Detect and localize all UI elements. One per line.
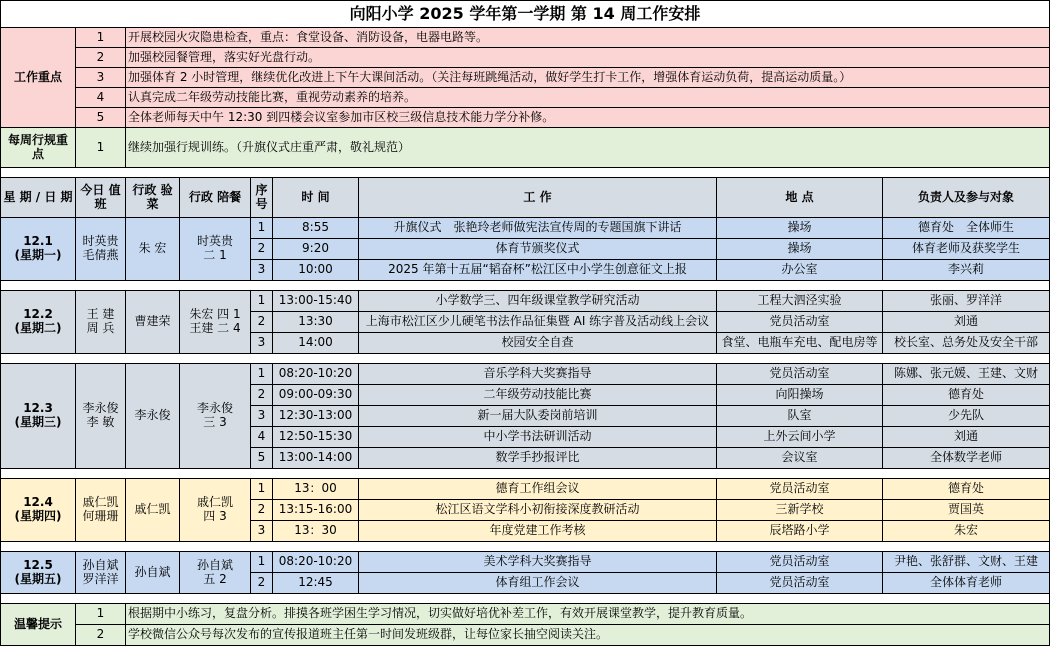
row-place: 党员活动室 (717, 479, 883, 500)
row-no: 3 (251, 406, 273, 427)
row-place: 向阳操场 (717, 385, 883, 406)
date-text: 12.3 (23, 401, 53, 416)
meal-line: 戚仁凯 (196, 495, 233, 510)
day-date (1, 364, 76, 469)
inspect-cell: 李永俊 (126, 364, 180, 469)
duty-name: 毛倩燕 (82, 248, 119, 262)
meal-cell (180, 479, 251, 542)
meal-line: 时英贵 (196, 234, 233, 249)
row-time: 13:30 (273, 312, 359, 333)
tip-text: 根据期中小练习，复盘分析。排摸各班学困生学习情况，切实做好培优补差工作，有效开展课堂教学，提升教育质量。 (126, 604, 1050, 625)
duty-name: 周 兵 (86, 321, 115, 335)
duty-cell (76, 479, 126, 542)
meal-cell (180, 552, 251, 594)
table-row (1, 604, 1050, 625)
page-title: 向阳小学 2025 学年第一学期 第 14 周工作安排 (1, 1, 1050, 28)
row-person: 张丽、罗洋洋 (883, 291, 1050, 312)
table-row (1, 168, 1050, 178)
table-row (1, 28, 1050, 48)
row-time: 08:20-10:20 (273, 364, 359, 385)
row-work: 体育节颁奖仪式 (359, 239, 717, 260)
row-person: 尹艳、张舒群、文财、王建 (883, 552, 1050, 573)
table-row (1, 281, 1050, 291)
norm-no: 1 (76, 128, 126, 168)
spacer-row (1, 354, 1050, 364)
row-work: 年度党建工作考核 (359, 521, 717, 542)
row-time: 13：30 (273, 521, 359, 542)
row-no: 1 (251, 479, 273, 500)
duty-name: 李永俊 (82, 401, 119, 416)
spacer-row (1, 594, 1050, 604)
meal-cell (180, 364, 251, 469)
row-time: 13:00-15:40 (273, 291, 359, 312)
row-no: 2 (251, 312, 273, 333)
row-time: 08:20-10:20 (273, 552, 359, 573)
focus-no: 4 (76, 88, 126, 108)
meal-line: 五 2 (203, 571, 227, 586)
duty-name: 戚仁凯 (82, 495, 119, 510)
tip-no: 1 (76, 604, 126, 625)
row-person: 陈娜、张元媛、王建、文财 (883, 364, 1050, 385)
table-row (1, 68, 1050, 88)
table-row (1, 552, 1050, 573)
duty-name: 李 敏 (86, 415, 115, 429)
row-no: 1 (251, 218, 273, 239)
day-date (1, 552, 76, 594)
row-person: 德育处 全体师生 (883, 218, 1050, 239)
row-time: 09:00-09:30 (273, 385, 359, 406)
row-person: 贾国英 (883, 500, 1050, 521)
row-place: 党员活动室 (717, 312, 883, 333)
duty-cell (76, 364, 126, 469)
row-time: 14:00 (273, 333, 359, 354)
row-time: 13：00 (273, 479, 359, 500)
row-work: 上海市松江区少儿硬笔书法作品征集暨 AI 练字普及活动线上会议 (359, 312, 717, 333)
row-no: 3 (251, 333, 273, 354)
row-work: 中小学书法研训活动 (359, 427, 717, 448)
inspect-cell: 朱 宏 (126, 218, 180, 281)
tips-label: 温馨提示 (1, 604, 76, 646)
row-time: 9:20 (273, 239, 359, 260)
weekday-text: (星期一) (14, 248, 62, 262)
row-time: 12:50-15:30 (273, 427, 359, 448)
meal-line: 二 1 (203, 248, 227, 262)
focus-text: 加强校园餐管理，落实好光盘行动。 (126, 48, 1050, 68)
focus-no: 2 (76, 48, 126, 68)
table-row (1, 542, 1050, 552)
row-person: 李兴莉 (883, 260, 1050, 281)
spacer-row (1, 469, 1050, 479)
row-work: 校园安全自查 (359, 333, 717, 354)
table-row (1, 354, 1050, 364)
row-work: 美术学科大奖赛指导 (359, 552, 717, 573)
duty-name: 时英贵 (82, 234, 119, 249)
meal-line: 孙自斌 (196, 557, 233, 572)
table-row (1, 625, 1050, 646)
tip-no: 2 (76, 625, 126, 646)
duty-cell (76, 218, 126, 281)
focus-text: 全体老师每天中午 12:30 到四楼会议室参加市区校三级信息技术能力学分补修。 (126, 108, 1050, 128)
row-work: 二年级劳动技能比赛 (359, 385, 717, 406)
meal-line: 三 3 (203, 415, 227, 429)
meal-cell (180, 291, 251, 354)
header-day: 星 期 / 日 期 (1, 178, 76, 218)
table-row (1, 48, 1050, 68)
row-place: 党员活动室 (717, 573, 883, 594)
header-meal: 行政 陪餐 (180, 178, 251, 218)
row-no: 5 (251, 448, 273, 469)
duty-name: 王 建 (86, 307, 115, 322)
table-row (1, 88, 1050, 108)
row-place: 党员活动室 (717, 552, 883, 573)
table-row (1, 128, 1050, 168)
row-place: 工程大泗泾实验 (717, 291, 883, 312)
spacer-row (1, 542, 1050, 552)
row-place: 辰塔路小学 (717, 521, 883, 542)
row-no: 2 (251, 500, 273, 521)
norm-text: 继续加强行规训练。（升旗仪式庄重严肃，敬礼规范） (126, 128, 1050, 168)
focus-no: 3 (76, 68, 126, 88)
row-time: 12:45 (273, 573, 359, 594)
duty-cell (76, 291, 126, 354)
table-row (1, 108, 1050, 128)
table-row (1, 291, 1050, 312)
row-person: 刘通 (883, 312, 1050, 333)
header-inspect: 行政 验菜 (126, 178, 180, 218)
header-duty: 今日 值班 (76, 178, 126, 218)
row-person: 少先队 (883, 406, 1050, 427)
table-row (1, 178, 1050, 218)
row-no: 3 (251, 521, 273, 542)
row-place: 食堂、电瓶车充电、配电房等 (717, 333, 883, 354)
row-time: 13:15-16:00 (273, 500, 359, 521)
row-person: 刘通 (883, 427, 1050, 448)
row-person: 校长室、总务处及安全干部 (883, 333, 1050, 354)
row-no: 2 (251, 385, 273, 406)
row-person: 朱宏 (883, 521, 1050, 542)
row-place: 办公室 (717, 260, 883, 281)
duty-name: 孙自斌 (82, 557, 119, 572)
day-date (1, 218, 76, 281)
row-person: 德育处 (883, 479, 1050, 500)
row-place: 党员活动室 (717, 364, 883, 385)
weekday-text: (星期二) (14, 321, 62, 335)
spacer-row (1, 281, 1050, 291)
row-place: 队室 (717, 406, 883, 427)
row-work: 数学手抄报评比 (359, 448, 717, 469)
date-text: 12.2 (23, 307, 53, 322)
focus-text: 认真完成二年级劳动技能比赛，重视劳动素养的培养。 (126, 88, 1050, 108)
row-no: 2 (251, 239, 273, 260)
row-person: 全体体育老师 (883, 573, 1050, 594)
focus-no: 5 (76, 108, 126, 128)
table-row (1, 469, 1050, 479)
row-work: 升旗仪式 张艳玲老师做宪法宣传周的专题国旗下讲话 (359, 218, 717, 239)
row-work: 松江区语文学科小初衔接深度教研活动 (359, 500, 717, 521)
inspect-cell: 孙自斌 (126, 552, 180, 594)
day-date (1, 291, 76, 354)
row-time: 13:00-14:00 (273, 448, 359, 469)
focus-text: 加强体育 2 小时管理，继续优化改进上下午大课间活动。（关注每班跳绳活动，做好学生打卡工作，增强体育运动负荷，提高运动质量。） (126, 68, 1050, 88)
weekday-text: (星期三) (14, 415, 62, 429)
table-row (1, 479, 1050, 500)
row-place: 操场 (717, 239, 883, 260)
header-work: 工 作 (359, 178, 717, 218)
weekly-norm-label (1, 128, 76, 168)
weekly-norm-label-text: 每周行规重点 (7, 132, 68, 161)
meal-line: 朱宏 四 1 (189, 307, 241, 322)
row-no: 4 (251, 427, 273, 448)
weekday-text: (星期四) (14, 509, 62, 523)
header-person: 负责人及参与对象 (883, 178, 1050, 218)
spacer-row (1, 168, 1050, 178)
row-time: 12:30-13:00 (273, 406, 359, 427)
date-text: 12.1 (23, 234, 53, 249)
row-no: 1 (251, 552, 273, 573)
row-place: 上外云间小学 (717, 427, 883, 448)
table-row (1, 594, 1050, 604)
header-seq: 序 号 (251, 178, 273, 218)
inspect-cell: 戚仁凯 (126, 479, 180, 542)
header-place: 地 点 (717, 178, 883, 218)
row-work: 德育工作组会议 (359, 479, 717, 500)
meal-cell (180, 218, 251, 281)
row-no: 3 (251, 260, 273, 281)
row-work: 新一届大队委岗前培训 (359, 406, 717, 427)
row-work: 体育组工作会议 (359, 573, 717, 594)
row-work: 2025 年第十五届“韬奋杯”松江区中小学生创意征文上报 (359, 260, 717, 281)
inspect-cell: 曹建荣 (126, 291, 180, 354)
weekday-text: (星期五) (14, 571, 62, 586)
row-work: 小学数学三、四年级课堂教学研究活动 (359, 291, 717, 312)
row-no: 2 (251, 573, 273, 594)
duty-name: 罗洋洋 (82, 571, 119, 586)
focus-no: 1 (76, 28, 126, 48)
meal-line: 四 3 (203, 509, 227, 523)
work-focus-label: 工作重点 (1, 28, 76, 128)
row-time: 10:00 (273, 260, 359, 281)
day-date (1, 479, 76, 542)
table-row (1, 364, 1050, 385)
row-time: 8:55 (273, 218, 359, 239)
row-place: 三新学校 (717, 500, 883, 521)
date-text: 12.5 (23, 557, 53, 572)
row-work: 音乐学科大奖赛指导 (359, 364, 717, 385)
header-time: 时 间 (273, 178, 359, 218)
table-row (1, 218, 1050, 239)
date-text: 12.4 (23, 495, 53, 510)
row-person: 全体数学老师 (883, 448, 1050, 469)
tip-text: 学校微信公众号每次发布的宣传报道班主任第一时间发班级群，让每位家长抽空阅读关注。 (126, 625, 1050, 646)
duty-cell (76, 552, 126, 594)
row-person: 体育老师及获奖学生 (883, 239, 1050, 260)
row-place: 操场 (717, 218, 883, 239)
meal-line: 李永俊 (196, 401, 233, 416)
row-no: 1 (251, 364, 273, 385)
focus-text: 开展校园火灾隐患检查，重点：食堂设备、消防设备，电器电路等。 (126, 28, 1050, 48)
meal-line: 王建 二 4 (189, 321, 241, 335)
row-person: 德育处 (883, 385, 1050, 406)
row-place: 会议室 (717, 448, 883, 469)
duty-name: 何珊珊 (82, 509, 119, 523)
row-no: 1 (251, 291, 273, 312)
